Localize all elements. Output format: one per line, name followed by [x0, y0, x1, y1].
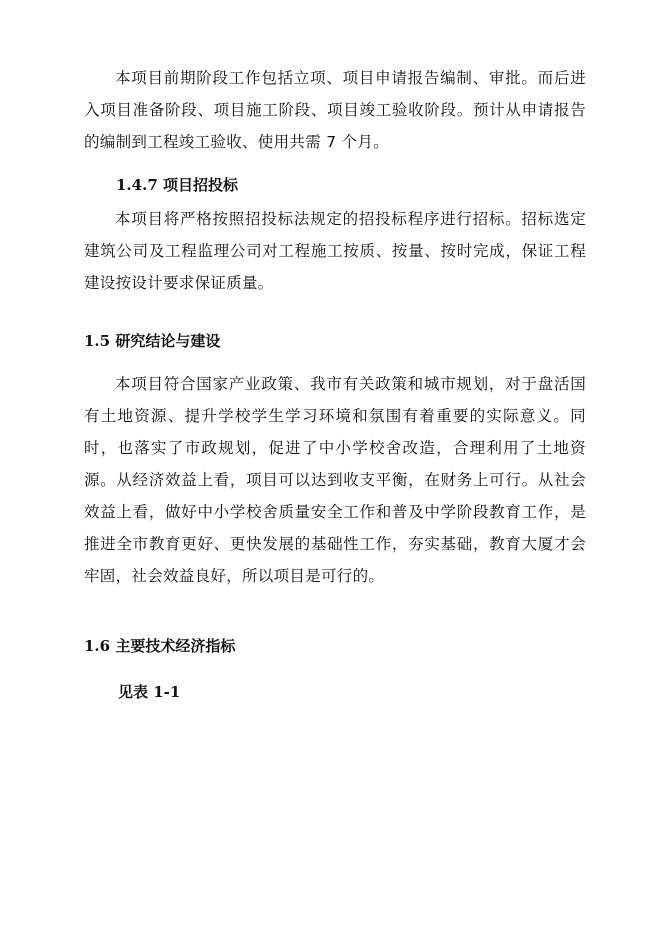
heading-title: 研究结论与建设	[115, 332, 221, 350]
table-reference-label: 见表	[118, 683, 149, 701]
tendering-paragraph: 本项目将严格按照招投标法规定的招投标程序进行招标。招标选定建筑公司及工程监理公司对工程施工按质、按量、按时完成，保证工程建设按设计要求保证质量。	[84, 210, 586, 292]
heading-number: 1.4.7	[116, 176, 158, 194]
heading-number: 1.6	[84, 637, 111, 655]
heading-title: 主要技术经济指标	[115, 637, 236, 655]
heading-number: 1.5	[84, 332, 111, 350]
heading-1-6	[84, 635, 235, 656]
heading-title: 项目招投标	[163, 176, 239, 194]
heading-1-5	[84, 330, 220, 351]
conclusion-paragraph: 本项目符合国家产业政策、我市有关政策和城市规划，对于盘活国有土地资源、提升学校学生学习环境和氛围有着重要的实际意义。同时，也落实了市政规划，促进了中小学校舍改造，合理利用了土地资源。从经济效益上看，项目可以达到收支平衡，在财务上可行。从社会效益上看，做好中小学校舍质量安全工作和普及中学阶段教育工作，是推进全市教育更好、更快发展的基础性工作，夯实基础，教育大厦才会牢固，社会效益良好，所以项目是可行的。	[84, 375, 586, 585]
table-reference-number: 1-1	[153, 683, 181, 701]
intro-paragraph: 本项目前期阶段工作包括立项、项目申请报告编制、审批。而后进入项目准备阶段、项目施工阶段、项目竣工验收阶段。预计从申请报告的编制到工程竣工验收、使用共需 7 个月。	[84, 69, 586, 151]
table-reference	[118, 681, 180, 702]
heading-1-4-7	[116, 174, 238, 195]
